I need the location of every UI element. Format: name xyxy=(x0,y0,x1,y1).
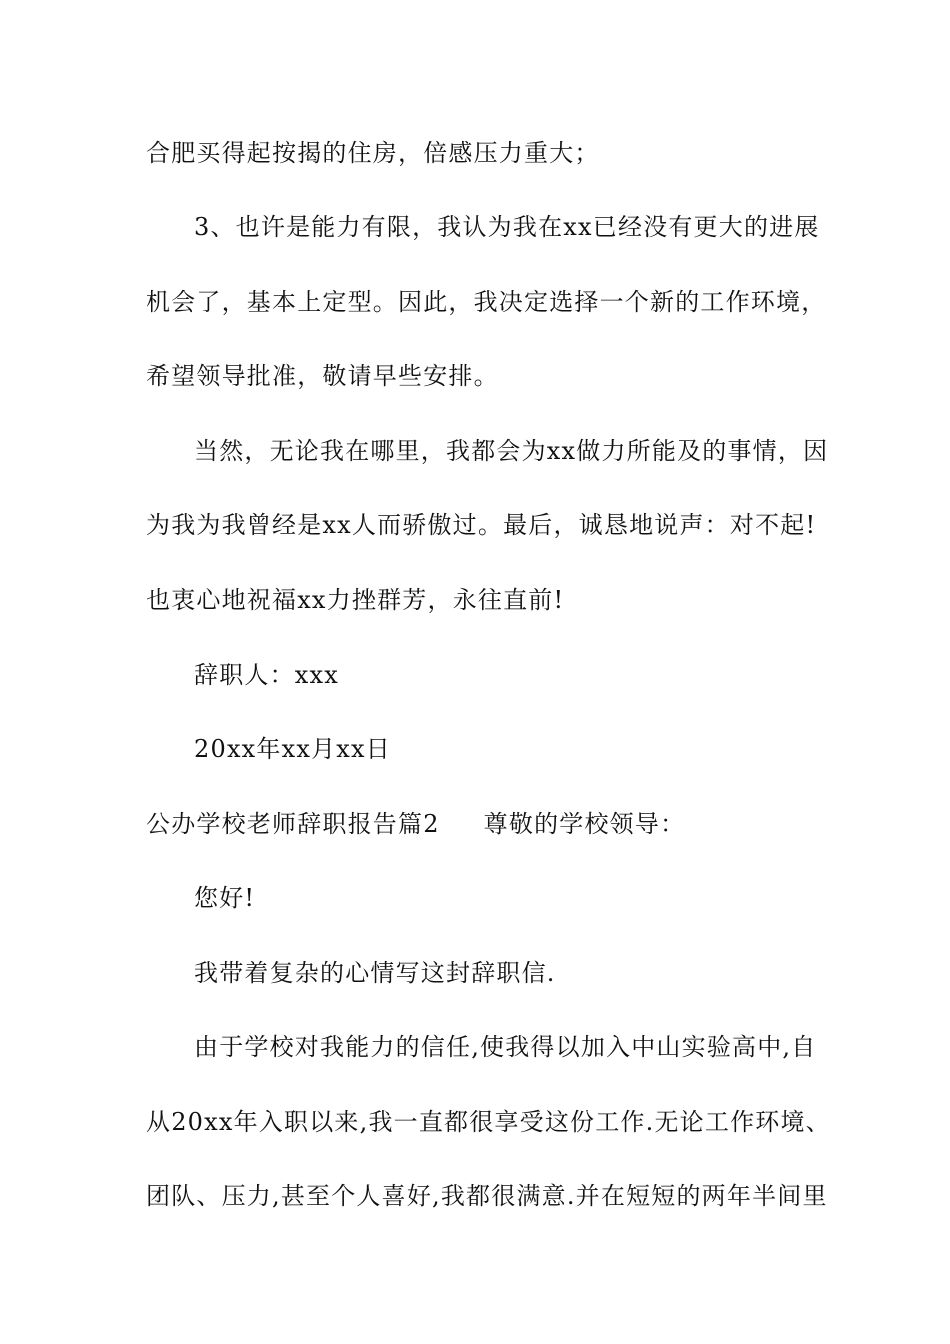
paragraph-line: 机会了，基本上定型。因此，我决定选择一个新的工作环境， xyxy=(146,288,827,316)
paragraph-line: 为我为我曾经是xx人而骄傲过。最后，诚恳地说声：对不起! xyxy=(146,511,817,539)
date-line: 20xx年xx月xx日 xyxy=(194,735,391,763)
paragraph-line: 3、也许是能力有限，我认为我在xx已经没有更大的进展 xyxy=(194,213,820,241)
paragraph-line: 团队、压力,甚至个人喜好,我都很满意.并在短短的两年半间里 xyxy=(146,1182,828,1210)
signature-line: 辞职人：xxx xyxy=(194,661,340,689)
paragraph-line: 从20xx年入职以来,我一直都很享受这份工作.无论工作环境、 xyxy=(146,1108,831,1136)
paragraph-line: 也衷心地祝福xx力挫群芳，永往直前! xyxy=(146,586,565,614)
paragraph-line: 由于学校对我能力的信任,使我得以加入中山实验高中,自 xyxy=(194,1033,817,1061)
greeting-line: 您好! xyxy=(194,884,256,912)
paragraph-line: 合肥买得起按揭的住房，倍感压力重大； xyxy=(146,139,600,167)
paragraph-line: 当然，无论我在哪里，我都会为xx做力所能及的事情，因 xyxy=(194,437,829,465)
paragraph-line: 我带着复杂的心情写这封辞职信. xyxy=(194,959,556,987)
salutation: 尊敬的学校领导： xyxy=(483,810,686,838)
paragraph-line: 希望领导批准，敬请早些安排。 xyxy=(146,362,499,390)
section-heading-line xyxy=(146,809,816,839)
section-title: 公办学校老师辞职报告篇2 xyxy=(146,810,440,838)
